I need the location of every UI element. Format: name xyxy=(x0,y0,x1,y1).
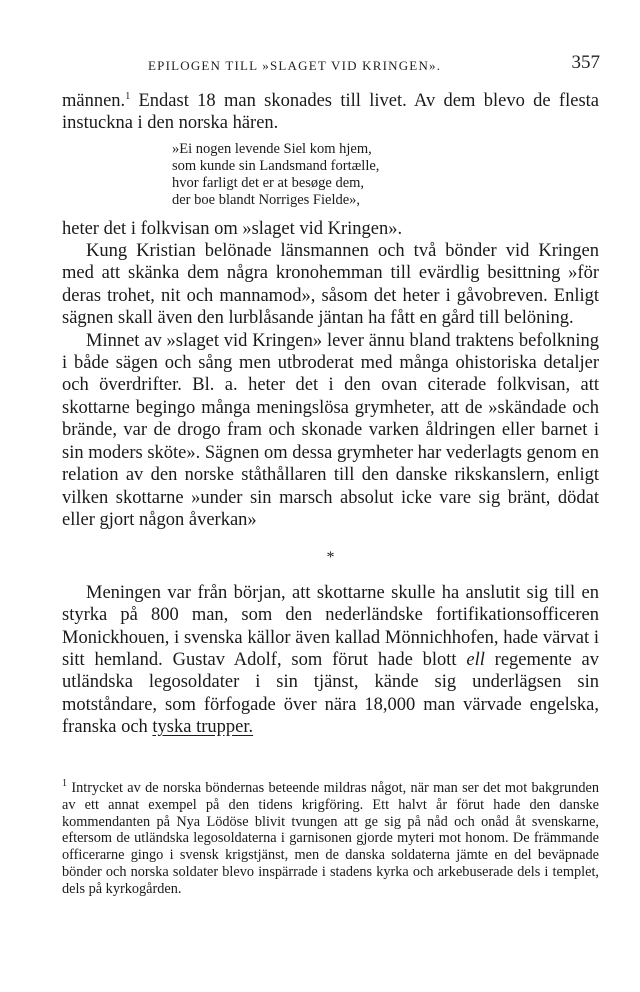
section-divider: * xyxy=(326,549,335,567)
paragraph-kung-kristian: Kung Kristian belönade länsmannen och två bönder vid Kringen med att skänka dem några kronohemman till evärdlig besittning »för deras trohet, nit och mannamod», såsom det heter i gåvobreven. Enligt sägnen skall även den lurblåsande jäntan ha fått en gård till belöning. xyxy=(62,241,599,329)
main-text xyxy=(62,90,599,739)
italic-word: ell xyxy=(466,649,485,670)
paragraph-minnet: Minnet av »slaget vid Kringen» lever ännu bland traktens befolkning i både sägen och sång men utbroderat med många ohistoriska detaljer och överdrifter. Bl. a. heter det i den ovan citerade folkvisan, att skottarne begingo många meningslösa grymheter, att de »skändade och brände, var de drogo fram och skonade varken åldringen eller barnet i sin moders sköte». Sägnen om dessa grymheter har vederlagts genom en relation av den norske ståthållaren till den danske rikskanslern, enligt vilken skottarne »under sin marsch absolut icke vare sig bränt, dödat eller gjort någon åverkan» xyxy=(62,330,599,530)
footnote-text: Intrycket av de norska böndernas beteende mildras något, när man ser det mot bakgrunden av ett annat exempel på den tidens krigföring. Ett halvt år förut hade den danske kommendanten på Nya Lödöse blivit tvungen att ge sig på nåd och onåd åt svenskarne, eftersom de utländska legosoldaterna i garnisonen gjorde myteri mot honom. De främmande officerarne gingo i svensk krigstjänst, men de danska soldaterna jämte en del beväpnade bönder och norska soldater blevo inspärrade i stadens kyrka och arkebuserade dels i templet, dels på kyrkogården. xyxy=(62,780,599,897)
running-title: EPILOGEN TILL »SLAGET VID KRINGEN». xyxy=(148,58,442,73)
footnote-reference: 1 xyxy=(125,90,131,102)
verse-line: »Ei nogen levende Siel kom hjem, xyxy=(172,140,372,157)
footnote-marker: 1 xyxy=(62,778,67,790)
paragraph-meningen: Meningen var från början, att skottarne skulle ha anslutit sig till en styrka på 800 man, som den nederländske fortifikationsofficeren Monickhouen, i svenska källor även kallad Mönnichhofen, hade värvat i sitt hemland. Gustav Adolf, som förut hade blott ell regemente av utländska legosoldater i sin tjänst, kände sig underlägsen sin motståndare, som förfogade över nära 18,000 man värvade engelska, franska och tyska trupper. xyxy=(62,582,600,738)
verse-line: som kunde sin Landsmand fortælle, xyxy=(172,158,380,175)
footnote xyxy=(62,780,599,898)
verse-stanza xyxy=(172,141,599,210)
paragraph-after-stanza: heter det i folkvisan om »slaget vid Kringen». xyxy=(62,218,403,239)
paragraph-opening: männen.$^1$ Endast 18 man skonades till livet. Av dem blevo de flesta instuckna i den norska hären. xyxy=(62,90,599,134)
page-number: 357 xyxy=(571,52,600,73)
underlined-phrase: tyska trupper. xyxy=(152,717,254,738)
page-header xyxy=(60,50,600,80)
verse-line: der boe blandt Norriges Fielde», xyxy=(172,192,361,209)
verse-line: hvor farligt det er at besøge dem, xyxy=(172,175,365,192)
